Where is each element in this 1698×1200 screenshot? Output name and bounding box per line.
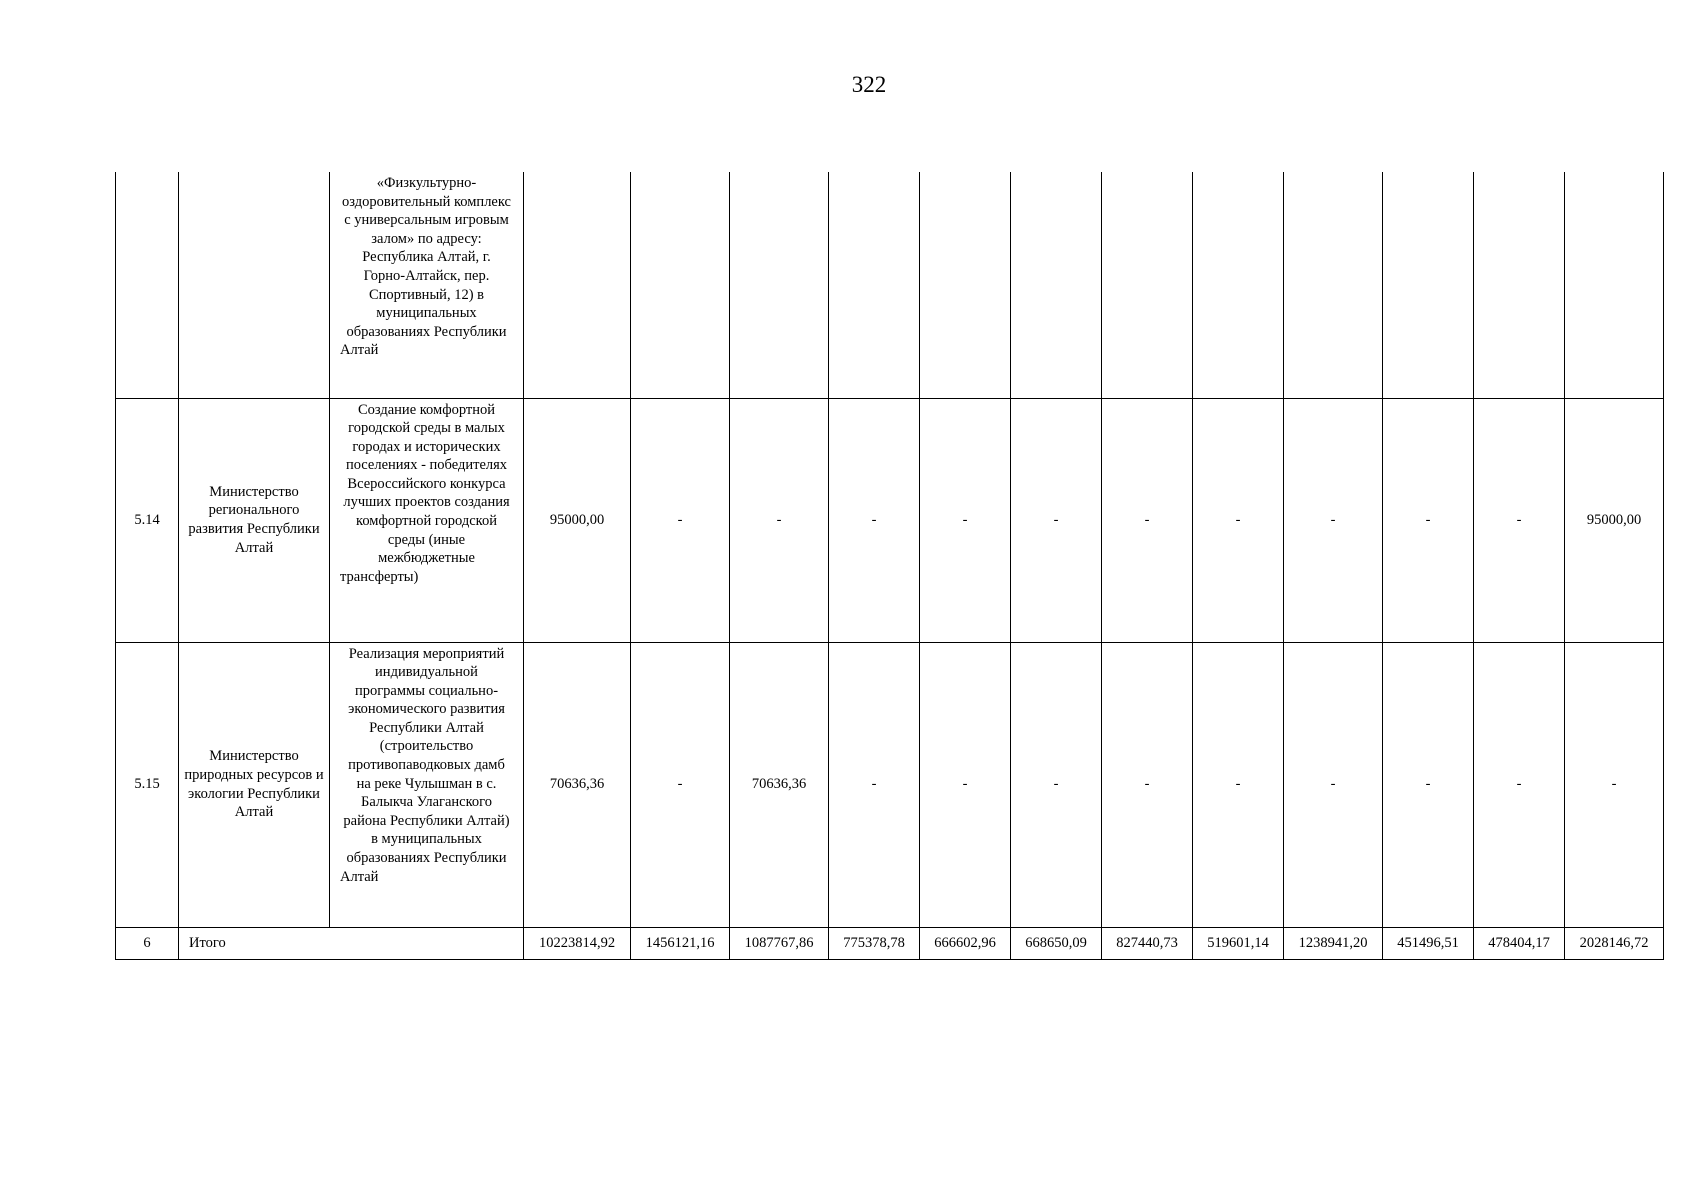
agency-cell: Министерство природных ресурсов и экологии Республики Алтай <box>179 642 330 927</box>
value-cell: - <box>1565 642 1664 927</box>
value-cell <box>730 172 829 398</box>
value-cell: 95000,00 <box>1565 398 1664 642</box>
total-value-cell: 668650,09 <box>1011 927 1102 959</box>
value-cell: - <box>1011 642 1102 927</box>
total-value-cell: 775378,78 <box>829 927 920 959</box>
description-cell: Реализация мероприятий индивидуальной программы социально-экономического развития Республики Алтай (строительство противопаводковых дамб на реке Чулышман в с. Балыкча Улаганского района Республики Алтай) в муниципальных образованиях Республики Алтай <box>330 642 524 927</box>
total-label: Итого <box>179 927 524 959</box>
value-cell: - <box>1383 398 1474 642</box>
value-cell: - <box>631 642 730 927</box>
value-cell: - <box>829 398 920 642</box>
value-cell: 70636,36 <box>524 642 631 927</box>
total-value-cell: 2028146,72 <box>1565 927 1664 959</box>
table-row <box>116 398 1664 642</box>
description-cell: Создание комфортной городской среды в малых городах и исторических поселениях - победителях Всероссийского конкурса лучших проектов создания комфортной городской среды (иные межбюджетные трансферты) <box>330 398 524 642</box>
total-value-cell: 451496,51 <box>1383 927 1474 959</box>
page-number: 322 <box>851 72 887 97</box>
total-value-cell: 666602,96 <box>920 927 1011 959</box>
value-cell: - <box>1284 642 1383 927</box>
row-number: 5.14 <box>116 398 179 642</box>
agency-cell <box>179 172 330 398</box>
table-row <box>116 172 1664 398</box>
total-value-cell: 10223814,92 <box>524 927 631 959</box>
table-row <box>116 642 1664 927</box>
agency-cell: Министерство регионального развития Республики Алтай <box>179 398 330 642</box>
total-value-cell: 1456121,16 <box>631 927 730 959</box>
total-value-cell: 478404,17 <box>1474 927 1565 959</box>
value-cell: - <box>920 398 1011 642</box>
total-value-cell: 827440,73 <box>1102 927 1193 959</box>
value-cell: - <box>1102 642 1193 927</box>
value-cell <box>1474 172 1565 398</box>
value-cell: - <box>730 398 829 642</box>
total-value-cell: 519601,14 <box>1193 927 1284 959</box>
row-number: 6 <box>116 927 179 959</box>
value-cell <box>920 172 1011 398</box>
value-cell: - <box>1383 642 1474 927</box>
total-value-cell: 1238941,20 <box>1284 927 1383 959</box>
value-cell: - <box>1474 642 1565 927</box>
value-cell <box>829 172 920 398</box>
row-number: 5.15 <box>116 642 179 927</box>
total-value-cell: 1087767,86 <box>730 927 829 959</box>
value-cell: - <box>1193 642 1284 927</box>
value-cell <box>1102 172 1193 398</box>
value-cell <box>1193 172 1284 398</box>
value-cell: - <box>920 642 1011 927</box>
value-cell <box>1011 172 1102 398</box>
value-cell: - <box>1193 398 1284 642</box>
description-cell: «Физкультурно-оздоровительный комплекс с универсальным игровым залом» по адресу: Республика Алтай, г. Горно-Алтайск, пер. Спортивный, 12) в муниципальных образованиях Республики Алтай <box>330 172 524 398</box>
value-cell <box>1383 172 1474 398</box>
value-cell: - <box>1011 398 1102 642</box>
value-cell: - <box>631 398 730 642</box>
value-cell: - <box>829 642 920 927</box>
value-cell: 70636,36 <box>730 642 829 927</box>
value-cell <box>1565 172 1664 398</box>
value-cell <box>524 172 631 398</box>
total-row <box>116 927 1664 959</box>
value-cell <box>631 172 730 398</box>
budget-table <box>115 172 1664 960</box>
value-cell: - <box>1284 398 1383 642</box>
row-number <box>116 172 179 398</box>
value-cell: - <box>1102 398 1193 642</box>
value-cell <box>1284 172 1383 398</box>
value-cell: 95000,00 <box>524 398 631 642</box>
value-cell: - <box>1474 398 1565 642</box>
